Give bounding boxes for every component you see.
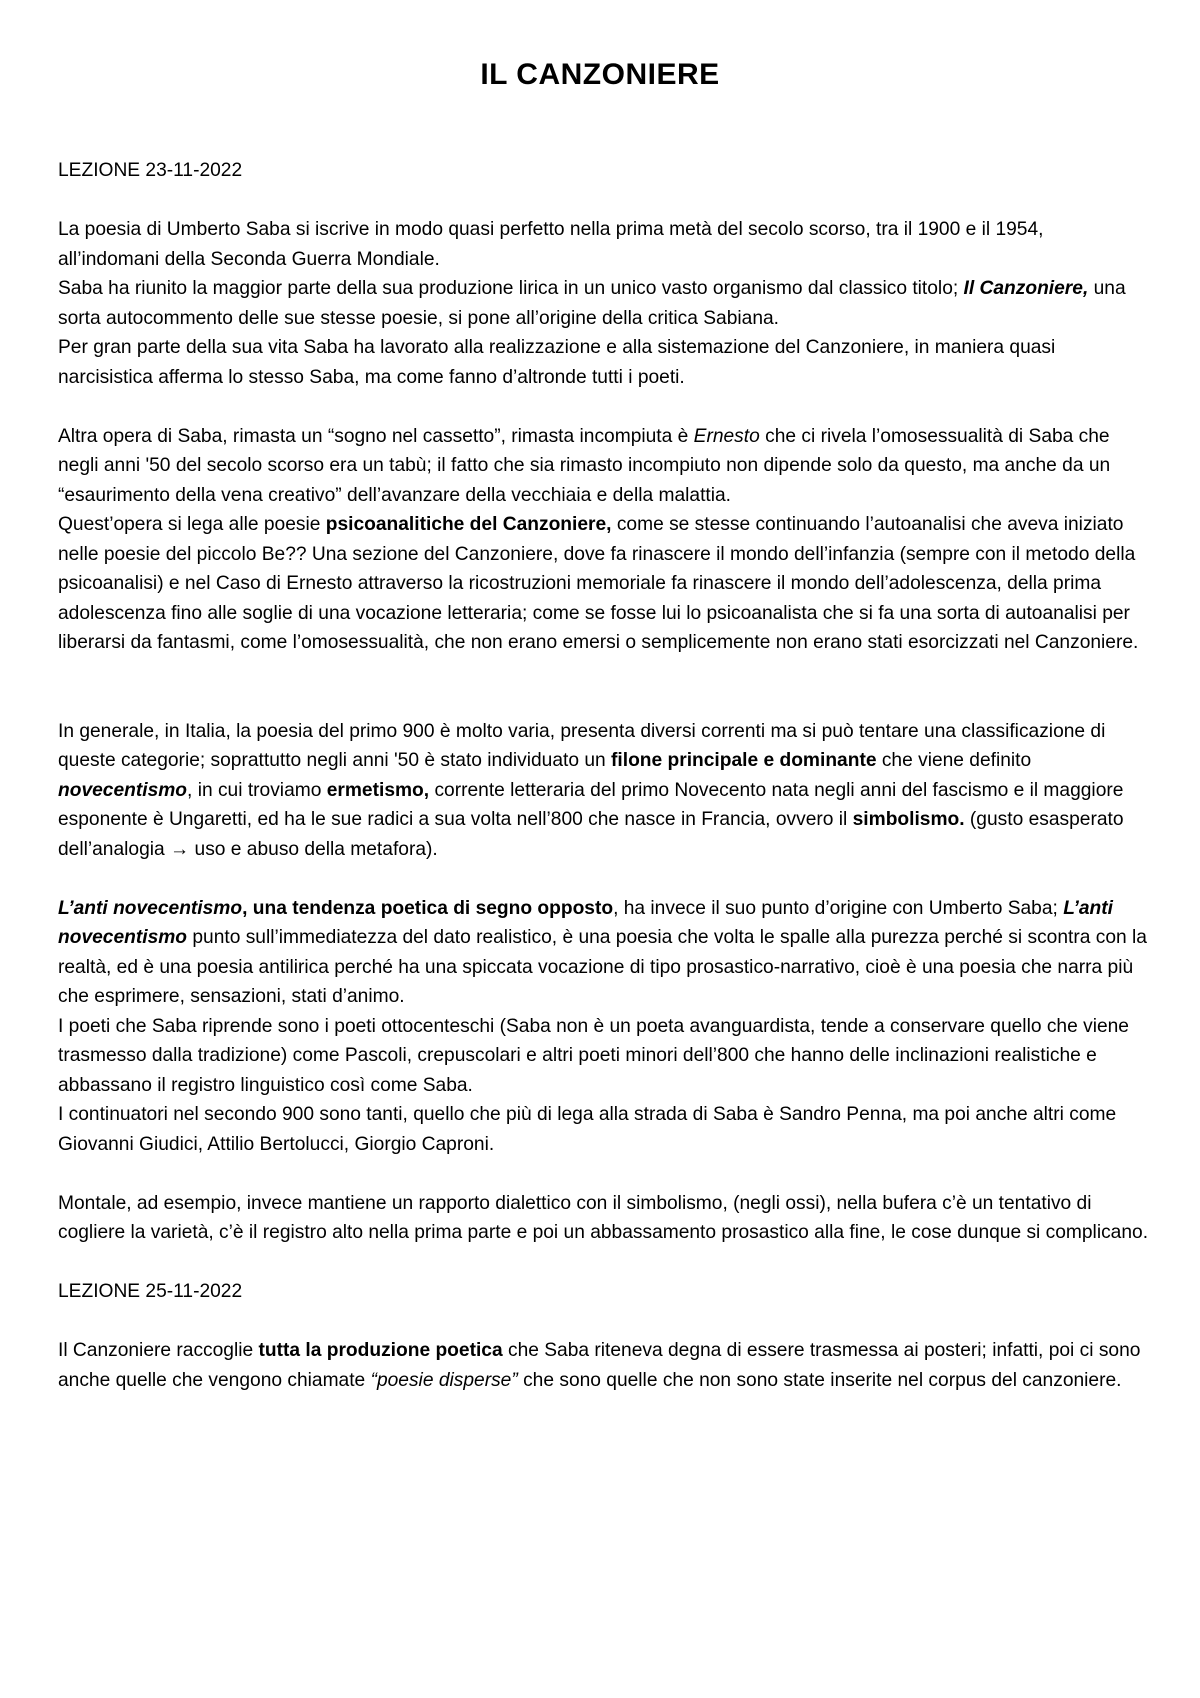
text-run: punto sull’immediatezza del dato realistico, è una poesia che volta le spalle alla purezza perché si scontra con la realtà, ed è una poesia antilirica perché ha una spiccata vocazione di tipo prosastico-narrativo, cioè è una poesia che narra più che esprimere, sensazioni, stati d’animo.: [58, 927, 1147, 1007]
term-anti-novecentismo: L’anti novecentismo: [58, 897, 243, 919]
bold-produzione: tutta la produzione poetica: [258, 1340, 503, 1361]
text-run: Altra opera di Saba, rimasta un “sogno nel cassetto”, rimasta incompiuta è: [58, 425, 694, 447]
arrow-icon: →: [170, 838, 190, 860]
paragraph-raccolta: [58, 1336, 1150, 1395]
bold-simbolismo: simbolismo.: [852, 809, 965, 830]
paragraph-novecentismo: [58, 717, 1150, 865]
paragraph-poeti-ottocenteschi: I poeti che Saba riprende sono i poeti ottocenteschi (Saba non è un poeta avanguardista, tende a conservare quello che viene trasmesso dalla tradizione) come Pascoli, crepuscolari e altri poeti minori dell’800 che hanno delle inclinazioni realistiche e abbassano il registro linguistico così come Saba.: [58, 1015, 1129, 1096]
text-run: , in cui troviamo: [187, 779, 327, 801]
paragraph-anti-novecentismo: [58, 894, 1150, 1012]
text-run: Quest’opera si lega alle poesie: [58, 514, 326, 535]
work-title-ernesto: Ernesto: [693, 425, 760, 447]
paragraph-intro-a: La poesia di Umberto Saba si iscrive in modo quasi perfetto nella prima metà del secolo scorso, tra il 1900 e il 1954, all’indomani della Seconda Guerra Mondiale.: [58, 219, 1044, 270]
text-run: come se stesse continuando l’autoanalisi che aveva iniziato nelle poesie del piccolo Be?? Una sezione del Canzoniere, dove fa rinascere il mondo dell’infanzia (sempre con il metodo della psicoanalisi) e nel Caso di Ernesto attraverso la ricostruzioni memoriale fa rinascere il mondo dell’adolescenza, della prima adolescenza fino alle soglie di una vocazione letteraria; come se fosse lui lo psicoanalista che si fa una sorta di autoanalisi per liberarsi da fantasmi, come l’omosessualità, che non erano emersi o semplicemente non erano stati esorcizzati nel Canzoniere.: [58, 514, 1139, 653]
text-run: uso e abuso della metafora).: [189, 838, 438, 860]
paragraph-continuatori: I continuatori nel secondo 900 sono tanti, quello che più di lega alla strada di Saba è Sandro Penna, ma poi anche altri come Giovanni Giudici, Attilio Bertolucci, Giorgio Caproni.: [58, 1104, 1117, 1155]
bold-tendenza: , una tendenza poetica di segno opposto: [242, 897, 614, 919]
paragraph-ernesto: [58, 422, 1150, 511]
lesson-heading-1: LEZIONE 23-11-2022: [58, 160, 243, 181]
text-run: che viene definito: [876, 750, 1032, 771]
text-run: In generale, in Italia, la poesia del primo 900 è molto varia, presenta diversi correnti ma si può tentare una classificazione di queste categorie; soprattutto negli anni '50 è stato individuato un: [58, 720, 1106, 771]
bold-ermetismo: ermetismo,: [326, 779, 430, 801]
document-body: [58, 156, 1150, 1395]
paragraph-montale: Montale, ad esempio, invece mantiene un rapporto dialettico con il simbolismo, (negli ossi), nella bufera c’è un tentativo di cogliere la varietà, c’è il registro alto nella prima parte e poi un abbassamento prosastico alla fine, le cose dunque si complicano.: [58, 1192, 1149, 1243]
bold-filone: filone principale e dominante: [611, 750, 877, 771]
text-run: (gusto esasperato dell’analogia: [58, 809, 1124, 860]
work-title-canzoniere: Il Canzoniere,: [963, 278, 1089, 299]
term-anti-novecentismo-2: L’anti novecentismo: [58, 897, 1113, 948]
text-run: Il Canzoniere raccoglie: [58, 1340, 259, 1361]
text-run: che ci rivela l’omosessualità di Saba che negli anni '50 del secolo scorso era un tabù; il fatto che sia rimasto incompiuto non dipende solo da questo, ma anche da un “esaurimento della vena creativo” dell’avanzare della vecchiaia e della malattia.: [58, 425, 1111, 506]
text-run: , ha invece il suo punto d’origine con Umberto Saba;: [613, 897, 1064, 919]
text-run: che sono quelle che non sono state inserite nel corpus del canzoniere.: [517, 1369, 1122, 1391]
text-run: che Saba riteneva degna di essere trasmessa ai posteri; infatti, poi ci sono anche quelle che vengono chiamate: [58, 1340, 1141, 1391]
paragraph-intro-b: [58, 274, 1150, 333]
page-title: IL CANZONIERE: [480, 58, 720, 91]
lesson-heading-2: LEZIONE 25-11-2022: [58, 1281, 243, 1302]
paragraph-intro-c: Per gran parte della sua vita Saba ha lavorato alla realizzazione e alla sistemazione del Canzoniere, in maniera quasi narcisistica afferma lo stesso Saba, ma come fanno d’altronde tutti i poeti.: [58, 337, 1056, 388]
term-poesie-disperse: “poesie disperse”: [370, 1369, 518, 1391]
text-run: Saba ha riunito la maggior parte della sua produzione lirica in un unico vasto organismo dal classico titolo;: [58, 278, 964, 299]
term-novecentismo: novecentismo: [58, 779, 188, 801]
bold-psicoanalitiche: psicoanalitiche del Canzoniere,: [325, 514, 612, 535]
text-run: una sorta autocommento delle sue stesse poesie, si pone all’origine della critica Sabiana.: [58, 278, 1126, 329]
text-run: corrente letteraria del primo Novecento nata negli anni del fascismo e il maggiore esponente è Ungaretti, ed ha le sue radici a sua volta nell’800 che nasce in Francia, ovvero il: [58, 779, 1124, 830]
paragraph-psicoanalisi: [58, 510, 1150, 658]
